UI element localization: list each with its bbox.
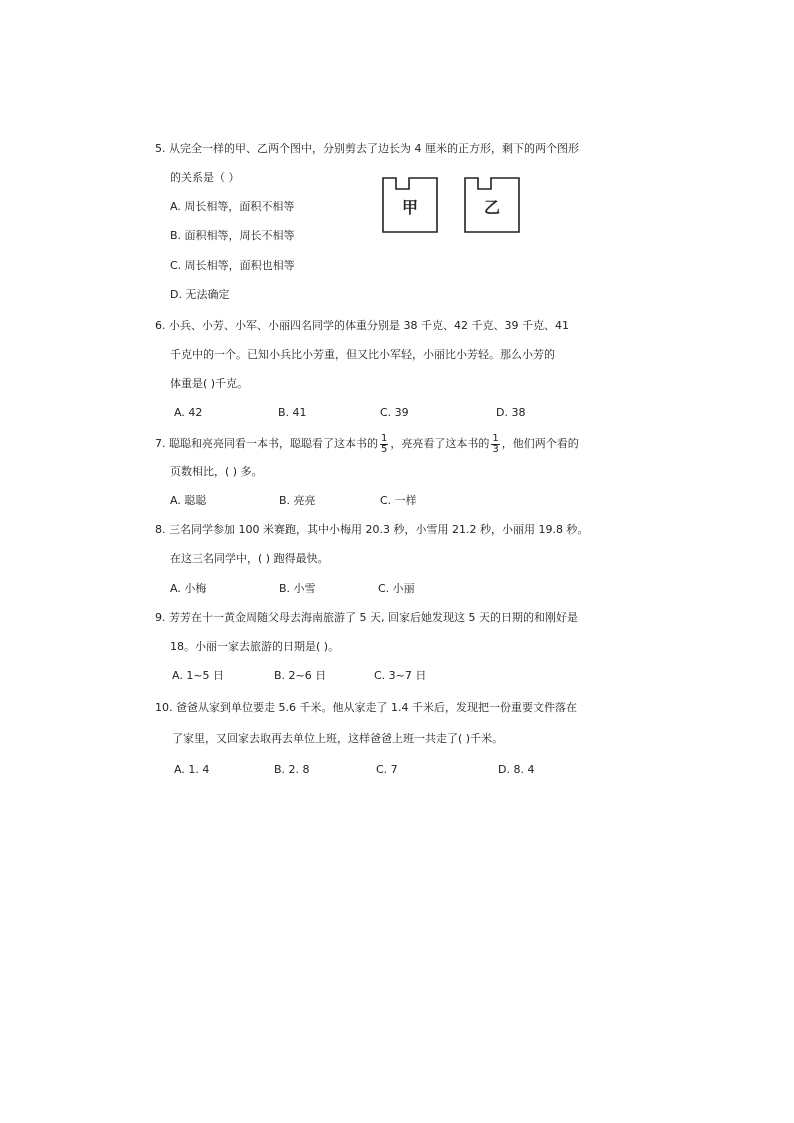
q8-line-1: 8. 三名同学参加 100 米赛跑，其中小梅用 20.3 秒，小雪用 21.2 秒，小丽用 19.8 秒。 [155,523,589,536]
q6-line-1: 6. 小兵、小芳、小军、小丽四名同学的体重分别是 38 千克、42 千克、39 千克、41 [155,319,569,332]
q8-option-a[interactable]: A. 小梅 [170,582,207,595]
q6-option-b[interactable]: B. 41 [278,406,307,419]
q6-option-d[interactable]: D. 38 [496,406,526,419]
q7-text-c: ，他们两个看的 [501,437,579,450]
q6-option-a[interactable]: A. 42 [174,406,203,419]
q5-line-1: 5. 从完全一样的甲、乙两个图中，分别剪去了边长为 4 厘米的正方形，剩下的两个图形 [155,142,579,155]
q6-line-3: 体重是( )千克。 [170,377,249,390]
q7-option-c[interactable]: C. 一样 [380,494,417,507]
q5-option-a[interactable]: A. 周长相等，面积不相等 [170,200,295,213]
q10-line-2: 了家里，又回家去取再去单位上班，这样爸爸上班一共走了( )千米。 [172,732,504,745]
q5-option-b[interactable]: B. 面积相等，周长不相等 [170,229,295,242]
q7-text-b: ，亮亮看了这本书的 [390,437,490,450]
q5-option-d[interactable]: D. 无法确定 [170,288,230,301]
q7-fraction-1 [380,434,388,455]
q9-option-b[interactable]: B. 2~6 日 [274,669,327,682]
q9-line-2: 18。小丽一家去旅游的日期是( )。 [170,640,340,653]
q5-option-c[interactable]: C. 周长相等，面积也相等 [170,259,295,272]
q7-option-a[interactable]: A. 聪聪 [170,494,207,507]
figure-yi [464,177,520,233]
q5-line-2: 的关系是（ ） [170,171,240,184]
q7-line-2: 页数相比，( ) 多。 [170,465,263,478]
q9-option-c[interactable]: C. 3~7 日 [374,669,427,682]
q7-line-1 [155,432,579,456]
q9-option-a[interactable]: A. 1~5 日 [172,669,225,682]
q8-option-b[interactable]: B. 小雪 [279,582,316,595]
q10-option-a[interactable]: A. 1. 4 [174,763,210,776]
q7-fraction-1-numerator: 1 [381,432,388,444]
q7-fraction-1-denominator: 5 [381,443,388,455]
q9-line-1: 9. 芳芳在十一黄金周随父母去海南旅游了 5 天, 回家后她发现这 5 天的日期的和刚好是 [155,611,578,624]
q7-fraction-2 [491,434,499,455]
q7-fraction-2-numerator: 1 [492,432,499,444]
q6-line-2: 千克中的一个。已知小兵比小芳重，但又比小军轻，小丽比小芳轻。那么小芳的 [170,348,555,361]
q10-option-d[interactable]: D. 8. 4 [498,763,535,776]
q10-option-c[interactable]: C. 7 [376,763,398,776]
q8-line-2: 在这三名同学中，( ) 跑得最快。 [170,552,329,565]
q7-fraction-2-denominator: 3 [492,443,499,455]
figure-jia [382,177,438,233]
q10-line-1: 10. 爸爸从家到单位要走 5.6 千米。他从家走了 1.4 千米后，发现把一份重要文件落在 [155,701,577,714]
figure-jia-label: 甲 [401,198,418,217]
figure-yi-label: 乙 [483,198,500,217]
q7-text-a: 7. 聪聪和亮亮同看一本书，聪聪看了这本书的 [155,437,378,450]
q8-option-c[interactable]: C. 小丽 [378,582,415,595]
q7-option-b[interactable]: B. 亮亮 [279,494,316,507]
q10-option-b[interactable]: B. 2. 8 [274,763,310,776]
q6-option-c[interactable]: C. 39 [380,406,409,419]
